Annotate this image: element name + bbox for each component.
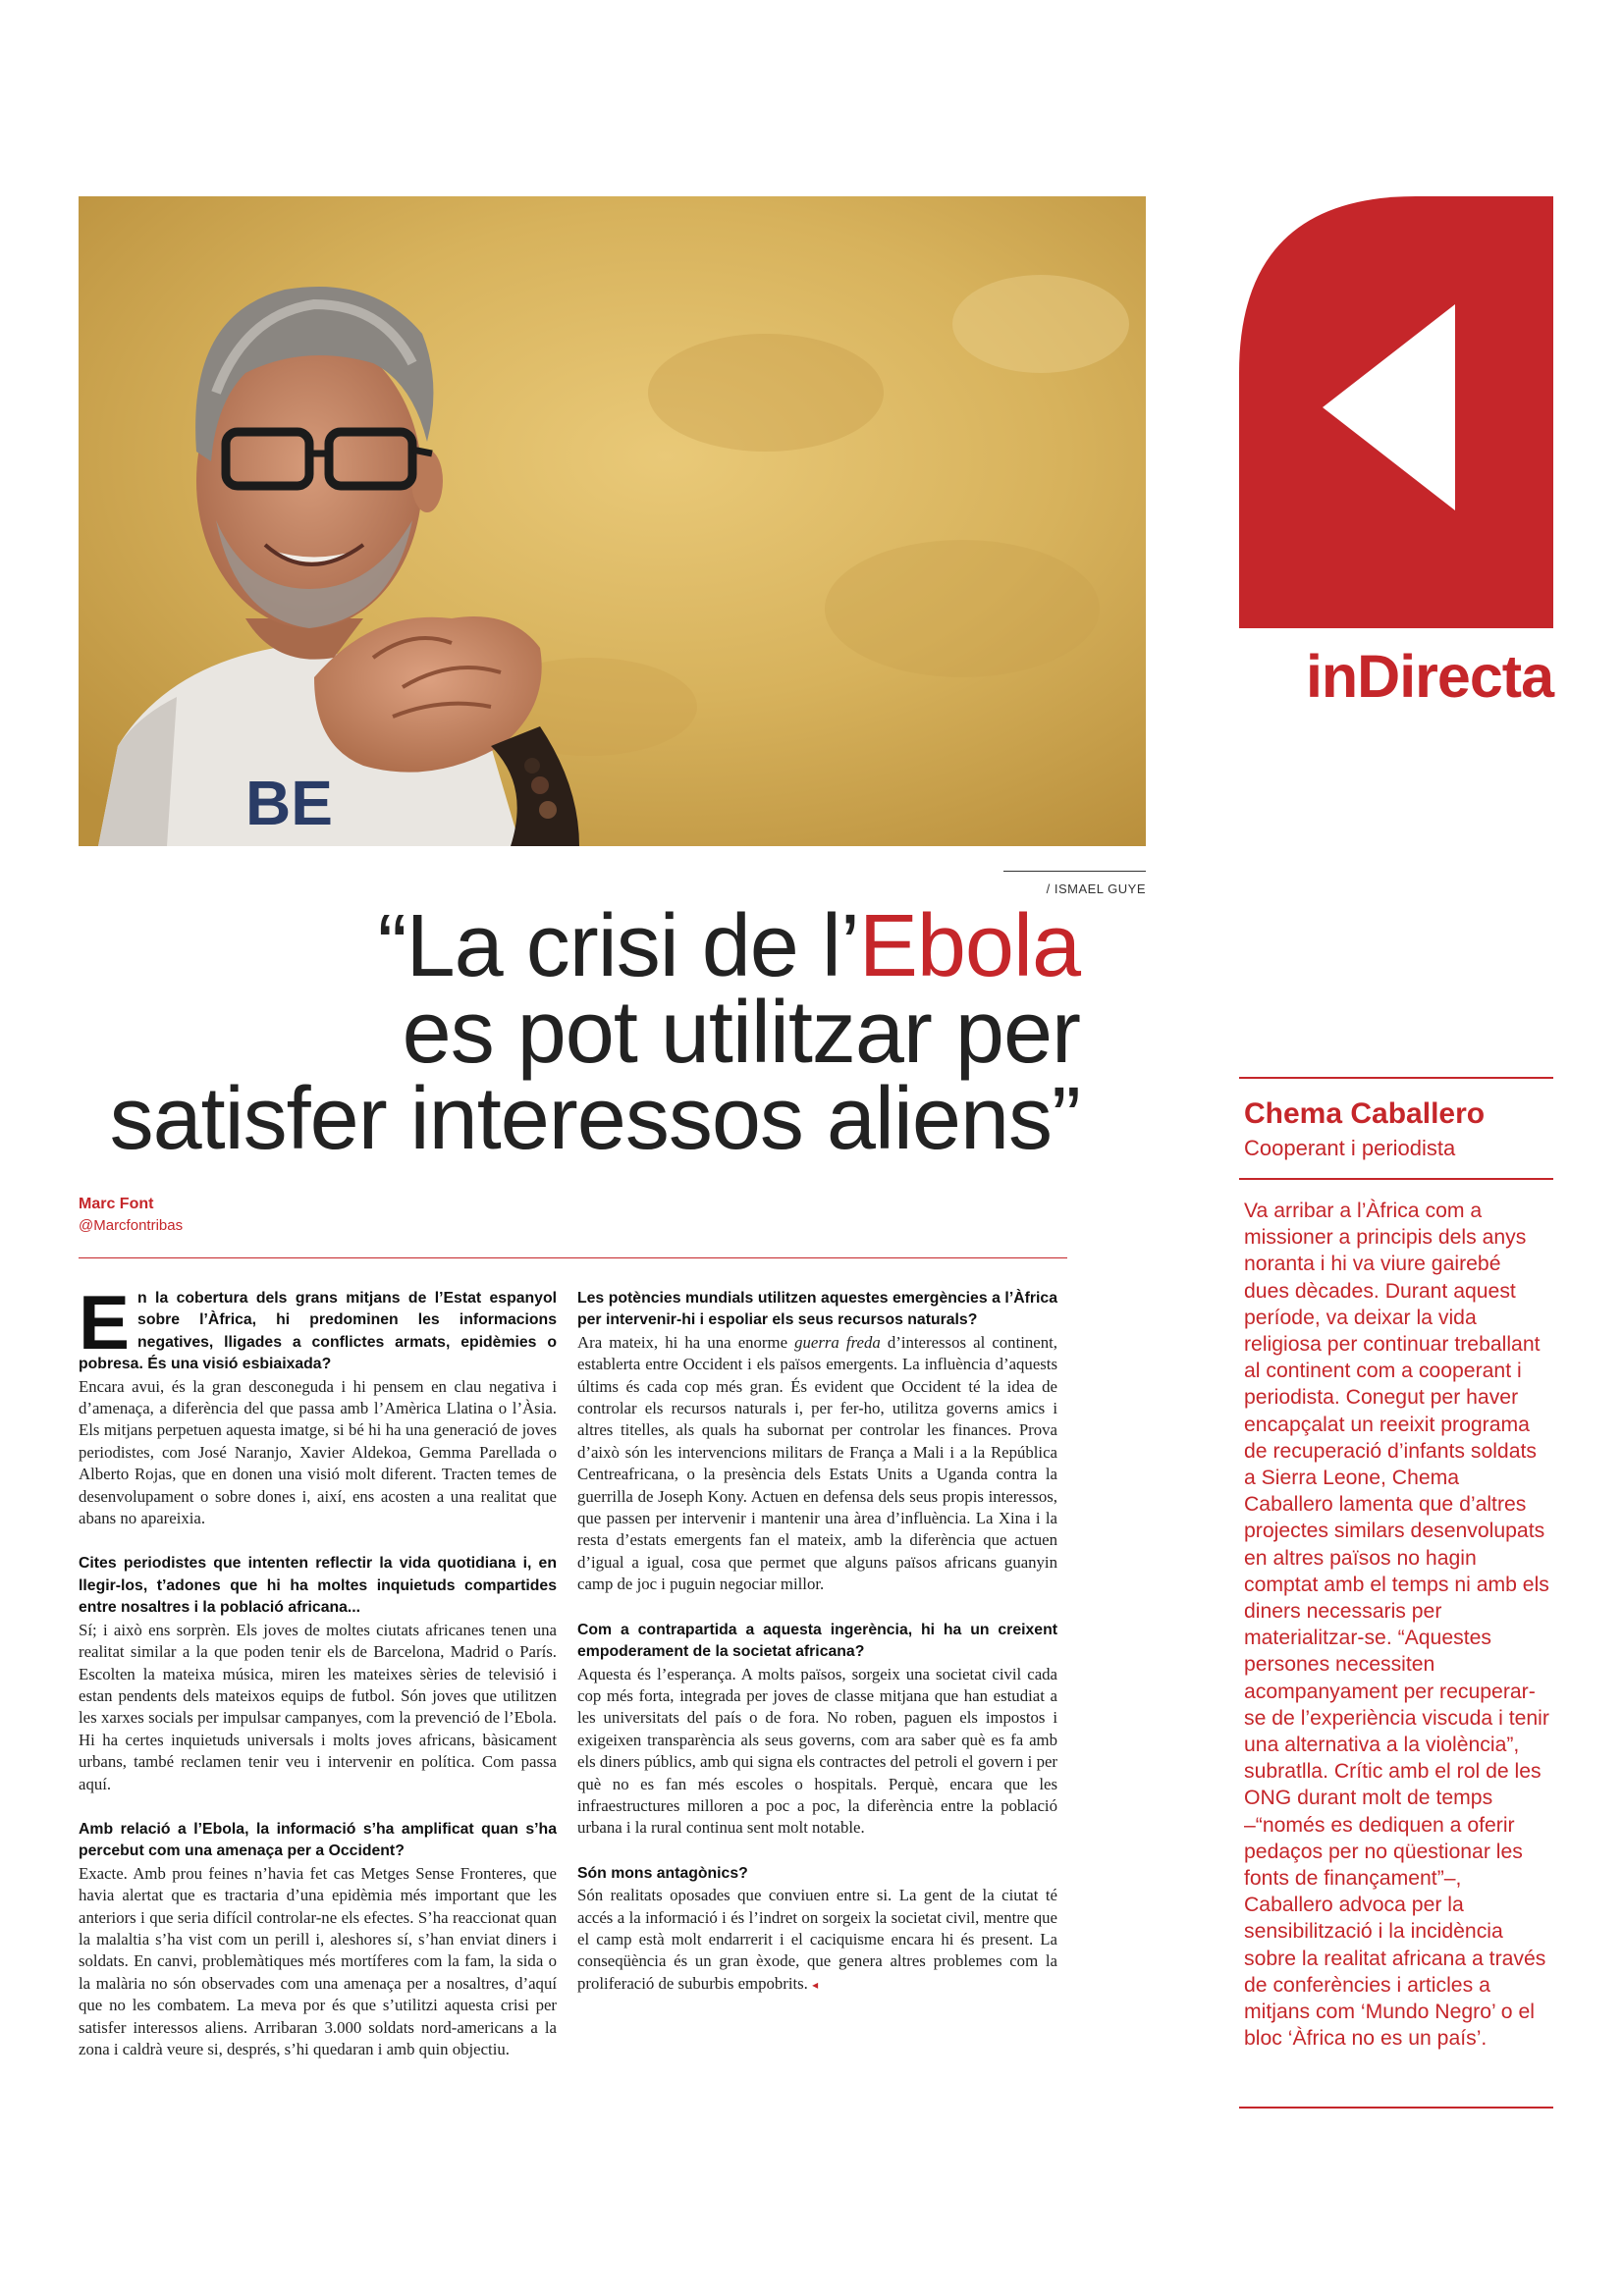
question-2: Cites periodistes que intenten reflectir la vida quotidiana i, en llegir-los, t’adones que hi ha moltes inquietuds compartides entre nosaltres i la població africana...	[79, 1555, 557, 1617]
sidebar-rule-top	[1239, 1077, 1553, 1079]
answer-3: Exacte. Amb prou feines n’havia fet cas Metges Sense Fronteres, que havia alertat que es tractaria d’una epidèmia més important que les anteriors i que seria difícil controlar-ne els efectes. S’ha reaccionat quan la malaltia s’ha vist com un perill i, aleshores sí, s’han enviat diners i soldats. En canvi, problemàtiques més mortíferes com la fam, la sida o la malària no són observades com una amenaça per a nosaltres, d’aquí que no les combatem. La meva por és que s’utilitzi aquesta crisi per satisfer interessos aliens. Arribaran 3.000 soldats nord-americans a la zona i caldrà veure si, després, s’hi quedaran i amb quin objectiu.	[79, 1863, 557, 2058]
article-column-2	[577, 1288, 1057, 1996]
headline-line-2: es pot utilitzar per	[402, 984, 1080, 1082]
byline-rule	[79, 1257, 1067, 1258]
end-mark-icon: ◂	[812, 1977, 819, 1992]
author-name: Marc Font	[79, 1196, 154, 1212]
headline-highlight: Ebola	[858, 897, 1080, 995]
credit-rule	[1003, 871, 1146, 872]
sidebar-rule-middle	[1239, 1178, 1553, 1180]
photo-credit: / ISMAEL GUYE	[1046, 881, 1146, 896]
answer-5: Aquesta és l’esperança. A molts països, sorgeix una societat civil cada cop més forta, integrada per joves de classe mitjana que han estudiat a les universitats del país o de fora. No roben, paguen els impostos i exigeixen transparència als seus governs, com ara saber què es fa amb els diners públics, amb qui signa els contractes del petroli el govern i per què no es fan més escoles o hospitals. Perquè, encara que les infraestructures milloren a poc a poc, la diferència entre la població urbana i la rural continua sent molt notable.	[577, 1664, 1057, 1838]
indirecta-logo-icon	[1239, 196, 1553, 628]
question-4: Les potències mundials utilitzen aquestes emergències a l’Àfrica per intervenir-hi i espoliar els seus recursos naturals?	[577, 1290, 1057, 1329]
sidebar-role: Cooperant i periodista	[1244, 1136, 1456, 1160]
answer-2: Sí; i això ens sorprèn. Els joves de moltes ciutats africanes tenen una realitat similar a la que poden tenir els de Barcelona, Madrid o París. Escolten la mateixa música, miren les mateixes sèries de televisió i estan pendents dels mateixos equips de futbol. Són joves que utilitzen les xarxes socials per impulsar campanyes, com la prevenció de l’Ebola. Hi ha certes inquietuds universals i molts joves africans, bàsicament urbans, també reclamen tenir veu i intervenir en política. Com passa aquí.	[79, 1620, 557, 1793]
sidebar-rule-bottom	[1239, 2107, 1553, 2109]
article-column-1	[79, 1279, 557, 2060]
svg-text:BE: BE	[245, 768, 333, 838]
headline-line-3: satisfer interessos aliens”	[109, 1070, 1080, 1168]
portrait-photo	[79, 196, 1146, 846]
answer-6: Són realitats oposades que conviuen entre si. La gent de la ciutat té accés a la informació i és l’indret on sorgeix la societat civil, mentre que el camp està molt endarrerit i el caciquisme encara hi és present. La conseqüència és un gran èxode, que genera altres problemes com la proliferació de suburbis empobrits. ◂	[577, 1886, 1057, 1993]
sidebar-body: Va arribar a l’Àfrica com a missioner a principis dels anys noranta i hi va viure gairebé dues dècades. Durant aquest període, va deixar la vida religiosa per continuar treballant al continent com a cooperant i periodista. Conegut per haver encapçalat un reeixit programa de recuperació d’infants soldats a Sierra Leone, Chema Caballero lamenta que d’altres projectes similars desenvolupats en altres països no hagin comptat amb el temps ni amb els diners necessaris per materialitzar-se. “Aquestes persones necessiten acompanyament per recuperar-se de l’experiència viscuda i tenir una alternativa a la violència”, subratlla. Crític amb el rol de les ONG durant molt de temps –“només es dediquen a oferir pedaços per no qüestionar les fonts de finançament”–, Caballero advoca per la sensibilització i la incidència sobre la realitat africana a través de conferències i articles a mitjans com ‘Mundo Negro’ o el bloc ‘Àfrica no es un país’.	[1244, 1200, 1549, 2051]
headline-line-1: “La crisi de l’Ebola	[377, 897, 1080, 995]
brand-name: inDirecta	[1305, 643, 1553, 710]
author-handle: @Marcfontribas	[79, 1217, 184, 1234]
question-6: Són mons antagònics?	[577, 1864, 748, 1882]
answer-1: Encara avui, és la gran desconeguda i hi pensem en clau negativa i d’amenaça, a diferència del que passa amb l’Amèrica Llatina o l’Àsia. Els mitjans perpetuen aquesta imatge, si bé hi ha una generació de joves periodistes, com José Naranjo, Xavier Aldekoa, Gemma Parellada o Alberto Rojas, que en donen una visió molt diferent. Tracten temes de desenvolupament o sobre dones i, així, ens acosten a una realitat que abans no apareixia.	[79, 1376, 557, 1528]
drop-cap: E	[79, 1279, 131, 1365]
sidebar-name: Chema Caballero	[1244, 1097, 1486, 1130]
answer-4: Ara mateix, hi ha una enorme guerra freda d’interessos al continent, establerta entre Occident i els països emergents. La influència d’aquests últims és cada cop més gran. És evident que Occident té la idea de controlar els recursos naturals i, per fer-ho, utilitza governs amics i altres titelles, als quals ha subornat per controlar les finances. Prova d’això són les intervencions militars de França a Mali i a la República Centreafricana, o la presència dels Estats Units a Uganda contra la guerrilla de Joseph Kony. Actuen en defensa dels seus propis interessos, que passen per intervenir i mantenir una àrea d’influència. La Xina i la resta d’estats emergents fan el mateix, amb la diferència que actuen d’igual a igual, cosa que permet que alguns països africans guanyin camp de joc i puguin negociar millor.	[577, 1332, 1057, 1594]
question-5: Com a contrapartida a aquesta ingerència, hi ha un creixent empoderament de la societat africana?	[577, 1621, 1057, 1661]
headline	[79, 897, 1080, 1168]
question-1: En la cobertura dels grans mitjans de l’Estat espanyol sobre l’Àfrica, hi predominen les informacions negatives, lligades a conflictes armats, epidèmies o pobresa. És una visió esbiaixada?	[79, 1279, 557, 1373]
question-3: Amb relació a l’Ebola, la informació s’ha amplificat quan s’ha percebut com una amenaça per a Occident?	[79, 1820, 557, 1860]
